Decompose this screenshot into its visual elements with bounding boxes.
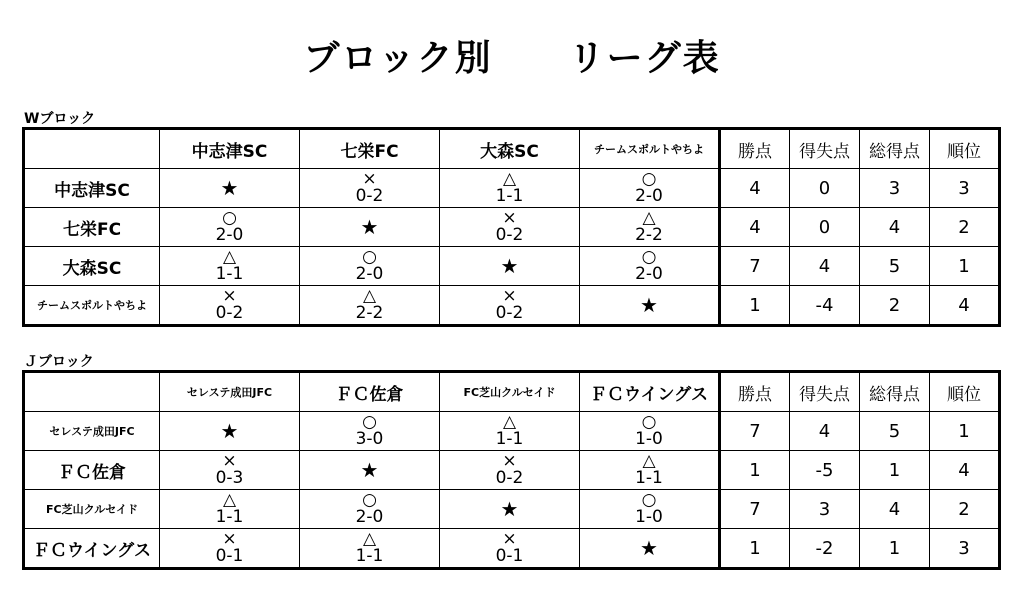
result-cell	[440, 169, 580, 208]
column-header-goal-diff: 得失点	[790, 129, 860, 169]
result-symbol: ○	[641, 247, 657, 267]
result-cell	[300, 490, 440, 529]
corner-cell	[24, 129, 160, 169]
match-score: 1-1	[215, 507, 244, 527]
result-symbol: ○	[641, 490, 657, 510]
goals-value: 1	[860, 451, 930, 490]
row-team-name: チームスポルトやちよ	[24, 286, 160, 326]
self-match-star: ★	[360, 457, 379, 482]
match-score: 2-0	[635, 264, 663, 284]
result-cell	[440, 286, 580, 326]
result-symbol: ×	[222, 451, 237, 471]
match-score: 0-2	[355, 186, 384, 206]
row-team-name: 中志津SC	[24, 169, 160, 208]
table-row	[24, 412, 1000, 451]
match-score: 1-1	[495, 429, 524, 449]
column-header-points: 勝点	[720, 372, 790, 412]
match-score: 3-0	[355, 429, 384, 449]
rank-value: 1	[930, 412, 1000, 451]
self-match-star: ★	[220, 175, 239, 200]
result-cell	[160, 286, 300, 326]
match-score: 2-0	[215, 225, 244, 245]
result-symbol: ×	[502, 286, 517, 306]
table-row	[24, 169, 1000, 208]
goal-diff-value: -4	[790, 286, 860, 326]
goals-value: 1	[860, 529, 930, 569]
match-score: 1-1	[355, 546, 384, 566]
points-value: 7	[720, 247, 790, 286]
match-score: 0-2	[215, 303, 244, 323]
goals-value: 4	[860, 490, 930, 529]
goal-diff-value: 4	[790, 247, 860, 286]
points-value: 1	[720, 451, 790, 490]
table-row	[24, 490, 1000, 529]
match-score: 2-0	[355, 507, 384, 527]
table-row	[24, 286, 1000, 326]
result-cell	[580, 451, 720, 490]
goals-value: 4	[860, 208, 930, 247]
rank-value: 3	[930, 169, 1000, 208]
column-header-goals: 総得点	[860, 372, 930, 412]
result-symbol: ×	[222, 529, 237, 549]
result-cell	[160, 208, 300, 247]
match-score: 0-1	[215, 546, 244, 566]
column-header-team: セレステ成田JFC	[160, 372, 300, 412]
block-label-w: Wブロック	[24, 111, 96, 127]
result-symbol: △	[642, 208, 656, 228]
goal-diff-value: 0	[790, 208, 860, 247]
result-cell	[160, 451, 300, 490]
match-score: 2-2	[355, 303, 384, 323]
row-team-name: FC芝山クルセイド	[24, 490, 160, 529]
result-symbol: △	[222, 490, 237, 510]
rank-value: 4	[930, 451, 1000, 490]
result-cell	[440, 208, 580, 247]
table-row	[24, 208, 1000, 247]
points-value: 7	[720, 412, 790, 451]
goal-diff-value: 4	[790, 412, 860, 451]
match-score: 1-1	[215, 264, 244, 284]
match-score: 0-3	[215, 468, 244, 488]
goals-value: 2	[860, 286, 930, 326]
column-header-team: 中志津SC	[160, 129, 300, 169]
result-symbol: ×	[502, 208, 517, 228]
result-symbol: ○	[362, 247, 377, 267]
league-table-w	[22, 127, 1001, 327]
column-header-team: ＦＣ佐倉	[300, 372, 440, 412]
result-cell	[440, 490, 580, 529]
rank-value: 4	[930, 286, 1000, 326]
result-cell	[160, 247, 300, 286]
match-score: 2-0	[635, 186, 663, 206]
goals-value: 3	[860, 169, 930, 208]
result-cell	[160, 529, 300, 569]
column-header-team: 大森SC	[440, 129, 580, 169]
result-cell	[580, 412, 720, 451]
result-symbol: ×	[502, 451, 517, 471]
result-cell	[300, 451, 440, 490]
result-cell	[580, 169, 720, 208]
table-row	[24, 529, 1000, 569]
row-team-name: ＦＣ佐倉	[24, 451, 160, 490]
result-cell	[440, 247, 580, 286]
header-row	[24, 372, 1000, 412]
column-header-team: チームスポルトやちよ	[580, 129, 720, 169]
column-header-points: 勝点	[720, 129, 790, 169]
result-cell	[580, 208, 720, 247]
result-cell	[160, 412, 300, 451]
column-header-rank: 順位	[930, 129, 1000, 169]
match-score: 1-1	[635, 468, 663, 488]
page-title: ブロック別 リーグ表	[303, 38, 721, 79]
row-team-name: 七栄FC	[24, 208, 160, 247]
goal-diff-value: -2	[790, 529, 860, 569]
points-value: 4	[720, 169, 790, 208]
points-value: 4	[720, 208, 790, 247]
column-header-goal-diff: 得失点	[790, 372, 860, 412]
points-value: 1	[720, 286, 790, 326]
self-match-star: ★	[500, 253, 519, 278]
result-symbol: △	[222, 247, 237, 267]
self-match-star: ★	[220, 418, 239, 443]
result-cell	[580, 490, 720, 529]
rank-value: 2	[930, 490, 1000, 529]
column-header-goals: 総得点	[860, 129, 930, 169]
goals-value: 5	[860, 247, 930, 286]
result-cell	[300, 208, 440, 247]
table-row	[24, 247, 1000, 286]
result-symbol: △	[362, 286, 377, 306]
goals-value: 5	[860, 412, 930, 451]
rank-value: 3	[930, 529, 1000, 569]
result-cell	[300, 169, 440, 208]
result-symbol: ○	[362, 412, 377, 432]
match-score: 2-2	[635, 225, 663, 245]
match-score: 2-0	[355, 264, 384, 284]
match-score: 1-0	[635, 507, 663, 527]
self-match-star: ★	[500, 496, 519, 521]
row-team-name: ＦＣウイングス	[24, 529, 160, 569]
result-symbol: ○	[222, 208, 237, 228]
result-symbol: ×	[362, 169, 377, 189]
result-symbol: ×	[502, 529, 517, 549]
result-cell	[440, 412, 580, 451]
column-header-team: 七栄FC	[300, 129, 440, 169]
self-match-star: ★	[360, 214, 379, 239]
match-score: 0-2	[495, 468, 524, 488]
result-cell	[300, 286, 440, 326]
row-team-name: 大森SC	[24, 247, 160, 286]
result-cell	[440, 451, 580, 490]
block-label-j: Ｊブロック	[24, 354, 94, 370]
result-symbol: ○	[362, 490, 377, 510]
column-header-rank: 順位	[930, 372, 1000, 412]
goal-diff-value: 3	[790, 490, 860, 529]
rank-value: 1	[930, 247, 1000, 286]
self-match-star: ★	[640, 535, 658, 560]
points-value: 1	[720, 529, 790, 569]
column-header-team: FC芝山クルセイド	[440, 372, 580, 412]
column-header-team: ＦＣウイングス	[580, 372, 720, 412]
corner-cell	[24, 372, 160, 412]
result-cell	[300, 529, 440, 569]
goal-diff-value: -5	[790, 451, 860, 490]
header-row	[24, 129, 1000, 169]
match-score: 0-2	[495, 303, 524, 323]
match-score: 0-2	[495, 225, 524, 245]
result-cell	[160, 169, 300, 208]
result-symbol: △	[362, 529, 377, 549]
match-score: 1-1	[495, 186, 524, 206]
result-cell	[160, 490, 300, 529]
result-symbol: △	[502, 412, 517, 432]
result-symbol: ×	[222, 286, 237, 306]
match-score: 0-1	[495, 546, 524, 566]
row-team-name: セレステ成田JFC	[24, 412, 160, 451]
table-row	[24, 451, 1000, 490]
result-symbol: △	[642, 451, 656, 471]
result-cell	[580, 529, 720, 569]
result-cell	[300, 247, 440, 286]
result-cell	[580, 286, 720, 326]
rank-value: 2	[930, 208, 1000, 247]
self-match-star: ★	[640, 292, 658, 317]
result-cell	[300, 412, 440, 451]
result-symbol: ○	[641, 169, 657, 189]
result-symbol: ○	[641, 412, 657, 432]
points-value: 7	[720, 490, 790, 529]
result-symbol: △	[502, 169, 517, 189]
result-cell	[580, 247, 720, 286]
result-cell	[440, 529, 580, 569]
match-score: 1-0	[635, 429, 663, 449]
league-table-j	[22, 370, 1001, 570]
goal-diff-value: 0	[790, 169, 860, 208]
